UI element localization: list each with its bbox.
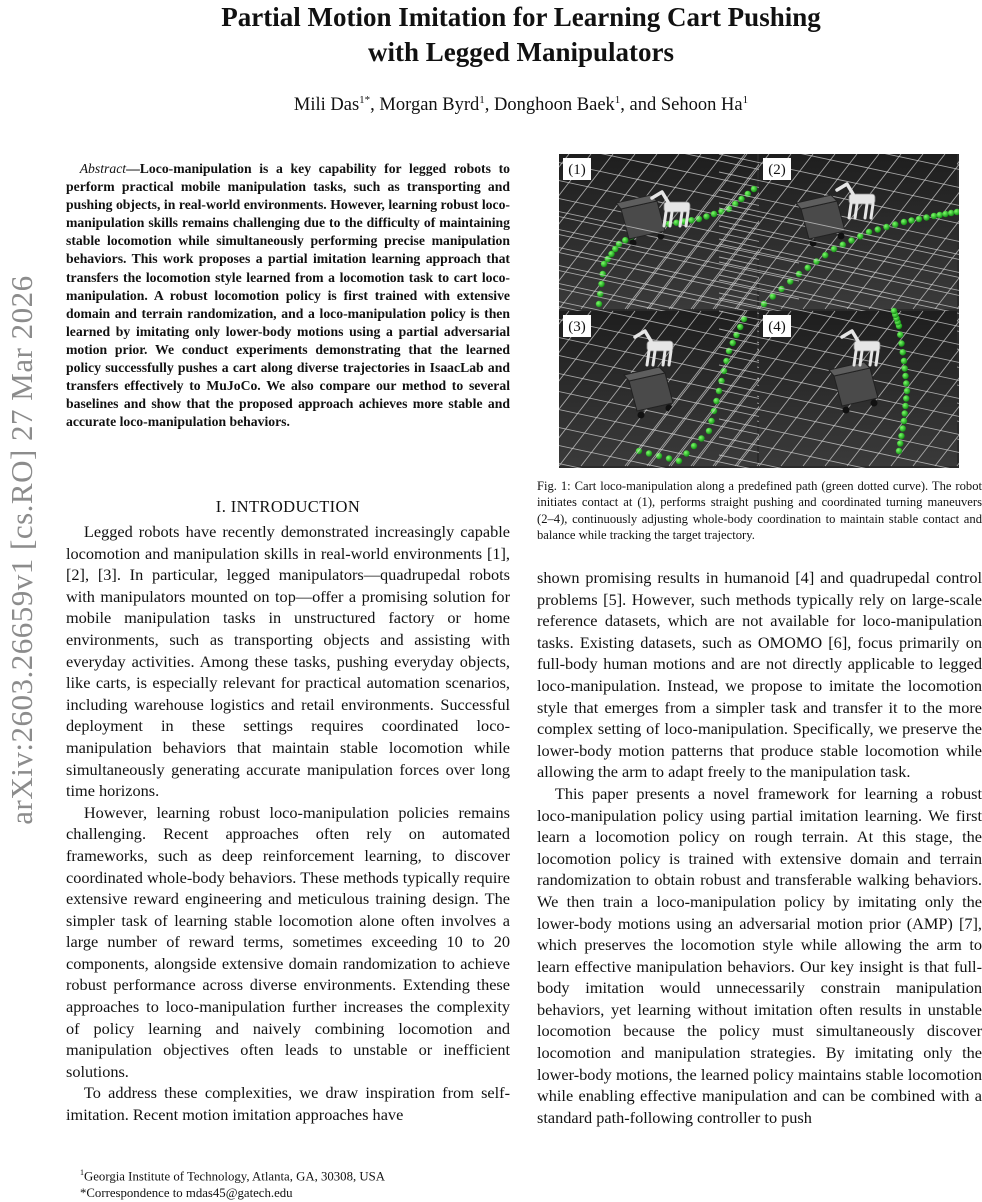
robot-leg — [653, 351, 655, 365]
path-marker — [902, 373, 908, 379]
path-marker — [622, 237, 628, 243]
robot-leg — [876, 351, 878, 365]
path-marker — [896, 448, 902, 454]
path-marker — [923, 214, 929, 220]
author-separator: , — [370, 95, 380, 116]
robot-leg — [860, 351, 862, 365]
cart-wheel — [638, 412, 645, 419]
path-marker — [646, 450, 652, 456]
path-marker — [908, 217, 914, 223]
author-separator: , and — [620, 95, 661, 116]
cart-wheel — [838, 233, 845, 240]
path-marker — [902, 365, 908, 371]
grid-line — [957, 311, 959, 466]
path-marker — [683, 450, 689, 456]
author-list — [110, 94, 932, 116]
figure-1-image — [559, 154, 959, 468]
robot-leg — [871, 204, 873, 218]
path-marker — [711, 211, 717, 217]
path-marker — [901, 219, 907, 225]
path-marker — [900, 349, 906, 355]
paragraph: However, learning robust loco-manipulation policies remains challenging. Recent approaches often rely on automated frameworks, such as deep reinforcement learning, to discover coordinated whole-body behaviors. These methods typically require extensive reward engineering and meticulous training design. The simpler task of learning stable locomotion alone often involves a large number of reward terms, sometimes exceeding 10 to 20 components, alongside extensive domain randomization to achieve robust performance across diverse environments. Extending these approaches to loco-manipulation further increases the complexity of policy learning and naively combining locomotion and manipulation objectives often leads to unstable or inefficient solutions. — [66, 802, 510, 1081]
paragraph: To address these complexities, we draw inspiration from self-imitation. Recent motion imitation approaches have — [66, 1083, 510, 1125]
path-marker — [900, 425, 906, 431]
footnotes — [80, 1164, 510, 1202]
robot-leg — [669, 351, 671, 365]
path-marker — [897, 440, 903, 446]
path-marker — [948, 210, 954, 216]
author-name: Sehoon Ha — [660, 95, 743, 116]
abstract — [66, 160, 510, 431]
footnote-text: Georgia Institute of Technology, Atlanta, GA, 30308, USA — [84, 1169, 385, 1184]
robot-leg — [680, 212, 682, 226]
path-marker — [931, 213, 937, 219]
right-column-body — [537, 567, 982, 1128]
paragraph: Legged robots have recently demonstrated increasingly capable locomotion and manipulation skills in real-world environments [1], [2], [3]. In particular, legged manipulators—quadrupedal robots with manipulators mounted on top—offer a promising solution for mobile manipulation tasks in unstructured factory or home environments, such as transporting objects and assisting with everyday activities. Among these tasks, pushing everyday objects, like carts, is especially relevant for practical automation scenarios, including warehouse logistics and retail environments. Successful deployment in these settings requires coordinated loco-manipulation behaviors that maintain stable locomotion while simultaneously generating accurate manipulation forces over long time horizons. — [66, 522, 510, 801]
panel-label: (2) — [768, 162, 786, 178]
author-affiliation: 1 — [742, 94, 749, 106]
path-marker — [730, 340, 736, 346]
footnote-correspondence — [80, 1185, 510, 1202]
path-marker — [903, 395, 909, 401]
author-separator: , — [484, 95, 495, 116]
figure-1-caption: Fig. 1: Cart loco-manipulation along a predefined path (green dotted curve). The robot initiates contact at (1), performs straight pushing and coordinated turning maneuvers (2–4), continuously adjusting whole-body coordination to maintain stable contact and balance while tracking the target trajectory. — [537, 479, 982, 542]
robot-leg — [855, 204, 857, 218]
path-marker — [898, 433, 904, 439]
author-affiliation: 1 — [614, 94, 621, 106]
title-line-1: Partial Motion Imitation for Learning Cart Pushing — [221, 2, 821, 32]
abstract-label: Abstract — [79, 161, 127, 176]
author-name: Morgan Byrd — [379, 95, 480, 116]
path-marker — [937, 212, 943, 218]
path-marker — [666, 455, 672, 461]
path-marker — [901, 418, 907, 424]
path-marker — [892, 221, 898, 227]
path-marker — [903, 380, 909, 386]
path-marker — [848, 237, 854, 243]
title-line-2: with Legged Manipulators — [367, 37, 675, 67]
author-name: Mili Das — [293, 95, 360, 116]
robot-leg — [647, 351, 649, 365]
path-marker — [698, 435, 704, 441]
path-marker — [942, 211, 948, 217]
robot-leg — [663, 351, 665, 365]
path-marker — [831, 246, 837, 252]
paragraph: shown promising results in humanoid [4] and quadrupedal control problems [5]. However, such methods typically rely on large-scale reference datasets, which are not available for loco-manipulation tasks. Existing datasets, such as OMOMO [6], focus primarily on full-body human motions and are not directly applicable to legged loco-manipulation. Instead, we propose to imitate the locomotion style that emerges from a simpler task and transfer it to the more complex setting of loco-manipulation. Specifically, we preserve the lower-body motion patterns that produce stable locomotion while allowing the arm to adapt freely to the manipulation task. — [537, 568, 982, 782]
path-marker — [598, 281, 604, 287]
path-marker — [703, 213, 709, 219]
path-marker — [916, 216, 922, 222]
robot-leg — [664, 212, 666, 226]
path-marker — [716, 388, 722, 394]
robot-leg — [854, 351, 856, 365]
path-marker — [898, 340, 904, 346]
robot-leg — [870, 351, 872, 365]
left-column-body — [66, 521, 510, 1126]
path-marker — [805, 265, 811, 271]
arxiv-sidebar-stamp: arXiv:2603.26659v1 [cs.RO] 27 Mar 2026 — [4, 275, 39, 825]
path-marker — [738, 196, 744, 202]
path-marker — [596, 301, 602, 307]
path-marker — [902, 410, 908, 416]
path-marker — [713, 398, 719, 404]
panel-label: (1) — [568, 162, 586, 178]
robot-leg — [849, 204, 851, 218]
author-name: Donghoon Baek — [494, 95, 615, 116]
path-marker — [897, 332, 903, 338]
footnote-mark: 1 — [80, 1168, 84, 1177]
path-marker — [600, 271, 606, 277]
cart-wheel — [871, 400, 878, 407]
path-marker — [822, 252, 828, 258]
author-affiliation: 1 — [479, 94, 485, 106]
path-marker — [691, 443, 697, 449]
panel-label: (3) — [568, 319, 586, 335]
paragraph: This paper presents a novel framework for learning a robust loco-manipulation policy using partial imitation learning. We first learn a locomotion policy on rough terrain. At this stage, the locomotion policy is trained with extensive domain and terrain randomization to obtain robust and transferable walking behaviors. We then train a loco-manipulation policy by imitating only the lower-body motions using an adversarial motion prior (AMP) [7], which preserves the locomotion style while allowing the arm to learn effective manipulation behaviors. Our key insight is that full-body imitation would unnecessarily constrain manipulation behaviors, yet learning without imitation often results in unstable locomotion because the policy must simultaneously discover locomotion and manipulation strategies. By imitating only the lower-body motions, the learned policy maintains stable locomotion while enabling effective manipulation and can be combined with a standard path-following controller to push — [537, 783, 982, 1127]
panel-label: (4) — [768, 319, 786, 335]
cart-wheel — [843, 407, 850, 414]
path-marker — [902, 403, 908, 409]
section-heading-introduction: I. INTRODUCTION — [215, 497, 361, 516]
path-marker — [875, 226, 881, 232]
path-marker — [891, 308, 897, 314]
path-marker — [751, 186, 757, 192]
author-affiliation: 1* — [359, 94, 371, 106]
footnote-text: *Correspondence to mdas45@gatech.edu — [80, 1186, 293, 1201]
robot-leg — [865, 204, 867, 218]
abstract-text: Loco-manipulation is a key capability for legged robots to perform practical mobile manipulation tasks, such as transporting and pushing objects, in real-world environments. However, learning robust loco-manipulation skills remains challenging due to the difficulty of maintaining stable locomotion while simultaneously performing precise manipulation behaviors. This work proposes a partial imitation learning approach that transfers the locomotion style learned from a locomotion task to cart loco-manipulation. A robust locomotion policy is first trained with extensive domain and terrain randomization, and a loco-manipulation policy is then learned by imitating only lower-body motions using a partial adversarial motion prior. We conduct experiments demonstrating that the learned policy successfully pushes a cart along diverse trajectories in IsaacLab and transfers effectively to MuJoCo. We also compare our method to several baselines and show that the proposed approach achieves more stable and accurate loco-manipulation behaviors. — [66, 161, 510, 430]
robot-leg — [686, 212, 688, 226]
path-marker — [708, 418, 714, 424]
footnote-affiliation — [80, 1164, 510, 1185]
path-marker — [901, 358, 907, 364]
path-marker — [883, 224, 889, 230]
robot-leg — [670, 212, 672, 226]
path-marker — [904, 388, 910, 394]
path-marker — [737, 324, 743, 330]
grid-line — [957, 154, 959, 309]
path-marker — [706, 428, 712, 434]
figure-1 — [559, 154, 959, 468]
abstract-dash: — — [126, 161, 140, 176]
paper-title — [110, 0, 932, 70]
